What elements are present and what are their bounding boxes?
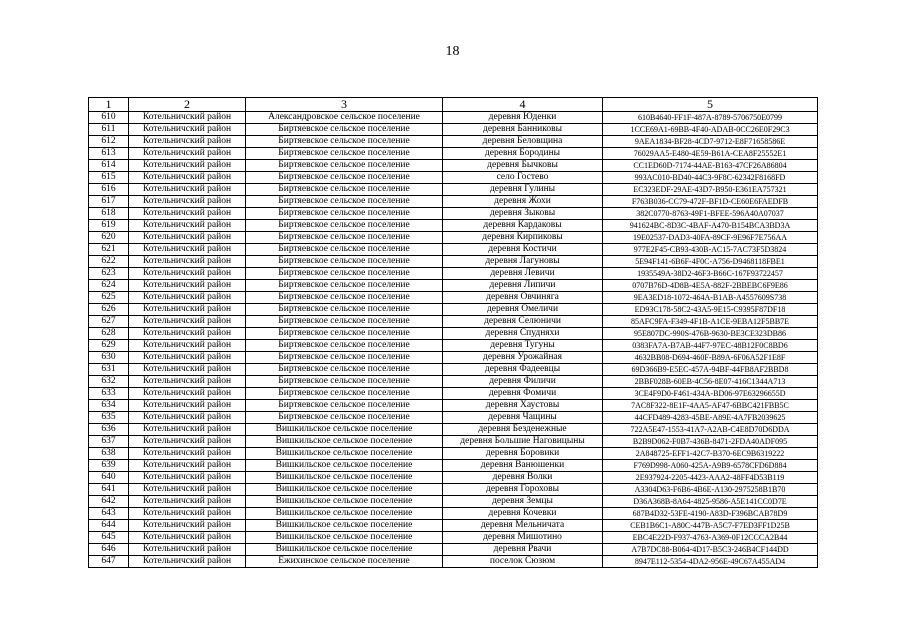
- guid-cell: 2BBF028B-60EB-4C56-8E07-416C1344A713: [603, 376, 818, 388]
- guid-cell: EBC4E22D-F937-4763-A369-0F12CCCA2B44: [603, 532, 818, 544]
- settlement-cell: Александровское сельское поселение: [246, 112, 443, 124]
- row-number-cell: 619: [89, 220, 129, 232]
- settlement-cell: Биртяевское сельское поселение: [246, 328, 443, 340]
- district-cell: Котельничский район: [129, 256, 246, 268]
- table-row: [89, 160, 818, 172]
- table-row: [89, 220, 818, 232]
- row-number-cell: 642: [89, 496, 129, 508]
- guid-cell: 1CCE69A1-69BB-4F40-ADAB-0CC26E0F29C3: [603, 124, 818, 136]
- row-number-cell: 620: [89, 232, 129, 244]
- row-number-cell: 638: [89, 448, 129, 460]
- locality-cell: деревня Омеличи: [443, 304, 603, 316]
- locality-cell: деревня Кочевки: [443, 508, 603, 520]
- district-cell: Котельничский район: [129, 280, 246, 292]
- table-row: [89, 280, 818, 292]
- district-cell: Котельничский район: [129, 484, 246, 496]
- district-cell: Котельничский район: [129, 364, 246, 376]
- locality-cell: деревня Мишотино: [443, 532, 603, 544]
- table-row: [89, 352, 818, 364]
- row-number-cell: 629: [89, 340, 129, 352]
- guid-cell: A3304D63-F6B6-4B6E-A130-2975258B1B70: [603, 484, 818, 496]
- table-row: [89, 124, 818, 136]
- settlement-cell: Биртяевское сельское поселение: [246, 256, 443, 268]
- table-row: [89, 136, 818, 148]
- table-row: [89, 112, 818, 124]
- table-row: [89, 424, 818, 436]
- settlement-cell: Биртяевское сельское поселение: [246, 244, 443, 256]
- row-number-cell: 615: [89, 172, 129, 184]
- row-number-cell: 645: [89, 532, 129, 544]
- table-row: [89, 184, 818, 196]
- locality-cell: деревня Фомичи: [443, 388, 603, 400]
- table-row: [89, 556, 818, 568]
- settlement-cell: Ежихинское сельское поселение: [246, 556, 443, 568]
- guid-cell: 5E94F141-6B6F-4F0C-A756-D9468118FBE1: [603, 256, 818, 268]
- settlement-cell: Вишкильское сельское поселение: [246, 460, 443, 472]
- settlement-registry-table: [88, 97, 818, 568]
- locality-cell: деревня Овчиняга: [443, 292, 603, 304]
- row-number-cell: 632: [89, 376, 129, 388]
- page-number: 18: [445, 44, 460, 59]
- settlement-cell: Биртяевское сельское поселение: [246, 220, 443, 232]
- row-number-cell: 624: [89, 280, 129, 292]
- row-number-cell: 639: [89, 460, 129, 472]
- settlement-cell: Вишкильское сельское поселение: [246, 520, 443, 532]
- table-body: [89, 112, 818, 568]
- table-row: [89, 472, 818, 484]
- locality-cell: деревня Земцы: [443, 496, 603, 508]
- row-number-cell: 622: [89, 256, 129, 268]
- guid-cell: 2A848725-EFF1-42C7-B370-6EC9B6319222: [603, 448, 818, 460]
- row-number-cell: 626: [89, 304, 129, 316]
- table-row: [89, 496, 818, 508]
- settlement-cell: Вишкильское сельское поселение: [246, 472, 443, 484]
- guid-cell: 977E2F45-CB93-430B-AC15-7AC73F5D3824: [603, 244, 818, 256]
- district-cell: Котельничский район: [129, 460, 246, 472]
- guid-cell: A7B7DC88-B064-4D17-B5C3-246B4CF144DD: [603, 544, 818, 556]
- locality-cell: деревня Кардаковы: [443, 220, 603, 232]
- settlement-cell: Вишкильское сельское поселение: [246, 532, 443, 544]
- column-header-1: 1: [89, 98, 129, 112]
- district-cell: Котельничский район: [129, 472, 246, 484]
- settlement-cell: Биртяевское сельское поселение: [246, 136, 443, 148]
- locality-cell: деревня Кирпиковы: [443, 232, 603, 244]
- district-cell: Котельничский район: [129, 556, 246, 568]
- locality-cell: деревня Тугуны: [443, 340, 603, 352]
- row-number-cell: 618: [89, 208, 129, 220]
- guid-cell: 687B4D32-53FE-4190-A83D-F396BCAB78D9: [603, 508, 818, 520]
- row-number-cell: 647: [89, 556, 129, 568]
- locality-cell: деревня Гулины: [443, 184, 603, 196]
- table-row: [89, 508, 818, 520]
- table-row: [89, 304, 818, 316]
- district-cell: Котельничский район: [129, 496, 246, 508]
- row-number-cell: 628: [89, 328, 129, 340]
- district-cell: Котельничский район: [129, 544, 246, 556]
- district-cell: Котельничский район: [129, 220, 246, 232]
- settlement-cell: Биртяевское сельское поселение: [246, 280, 443, 292]
- table-row: [89, 232, 818, 244]
- locality-cell: село Гостево: [443, 172, 603, 184]
- column-header-2: 2: [129, 98, 246, 112]
- guid-cell: 69D366B9-E5EC-457A-94BF-44FB8AF2BBD8: [603, 364, 818, 376]
- guid-cell: 941624BC-8D3C-4BAF-A470-B154BCA3BD3A: [603, 220, 818, 232]
- settlement-cell: Биртяевское сельское поселение: [246, 340, 443, 352]
- settlement-cell: Вишкильское сельское поселение: [246, 544, 443, 556]
- district-cell: Котельничский район: [129, 328, 246, 340]
- locality-cell: деревня Гороховы: [443, 484, 603, 496]
- settlement-cell: Биртяевское сельское поселение: [246, 364, 443, 376]
- row-number-cell: 630: [89, 352, 129, 364]
- district-cell: Котельничский район: [129, 376, 246, 388]
- settlement-cell: Вишкильское сельское поселение: [246, 448, 443, 460]
- settlement-cell: Биртяевское сельское поселение: [246, 292, 443, 304]
- column-header-4: 4: [443, 98, 603, 112]
- table-row: [89, 436, 818, 448]
- locality-cell: деревня Селюничи: [443, 316, 603, 328]
- row-number-cell: 614: [89, 160, 129, 172]
- header-row: [89, 98, 818, 112]
- guid-cell: CEB1B6C1-A80C-447B-A5C7-F7ED3FF1D25B: [603, 520, 818, 532]
- guid-cell: 8947E112-5354-4DA2-956E-49C67A455AD4: [603, 556, 818, 568]
- district-cell: Котельничский район: [129, 136, 246, 148]
- district-cell: Котельничский район: [129, 124, 246, 136]
- locality-cell: деревня Чащины: [443, 412, 603, 424]
- locality-cell: деревня Лагуновы: [443, 256, 603, 268]
- column-header-3: 3: [246, 98, 443, 112]
- locality-cell: деревня Спудняхи: [443, 328, 603, 340]
- settlement-cell: Вишкильское сельское поселение: [246, 484, 443, 496]
- locality-cell: деревня Липичи: [443, 280, 603, 292]
- row-number-cell: 616: [89, 184, 129, 196]
- guid-cell: F769D998-A060-425A-A9B9-6578CFD6D884: [603, 460, 818, 472]
- district-cell: Котельничский район: [129, 148, 246, 160]
- district-cell: Котельничский район: [129, 388, 246, 400]
- locality-cell: деревня Мельничата: [443, 520, 603, 532]
- guid-cell: 1935549A-38D2-46F3-B66C-167F93722457: [603, 268, 818, 280]
- guid-cell: 2E937924-2205-4423-AAA2-48FF4D53B119: [603, 472, 818, 484]
- locality-cell: деревня Волки: [443, 472, 603, 484]
- table-row: [89, 208, 818, 220]
- district-cell: Котельничский район: [129, 268, 246, 280]
- row-number-cell: 634: [89, 400, 129, 412]
- settlement-cell: Биртяевское сельское поселение: [246, 376, 443, 388]
- row-number-cell: 637: [89, 436, 129, 448]
- row-number-cell: 610: [89, 112, 129, 124]
- locality-cell: поселок Сюзюм: [443, 556, 603, 568]
- row-number-cell: 612: [89, 136, 129, 148]
- guid-cell: 9EA3ED18-1072-464A-B1AB-A4557609S738: [603, 292, 818, 304]
- locality-cell: деревня Фадеевцы: [443, 364, 603, 376]
- settlement-cell: Вишкильское сельское поселение: [246, 496, 443, 508]
- row-number-cell: 633: [89, 388, 129, 400]
- table-row: [89, 532, 818, 544]
- district-cell: Котельничский район: [129, 400, 246, 412]
- table-row: [89, 148, 818, 160]
- settlement-cell: Вишкильское сельское поселение: [246, 508, 443, 520]
- row-number-cell: 627: [89, 316, 129, 328]
- settlement-cell: Биртяевское сельское поселение: [246, 352, 443, 364]
- settlement-cell: Вишкильское сельское поселение: [246, 436, 443, 448]
- settlement-cell: Биртяевское сельское поселение: [246, 184, 443, 196]
- settlement-cell: Биртяевское сельское поселение: [246, 412, 443, 424]
- locality-cell: деревня Банниковы: [443, 124, 603, 136]
- table-row: [89, 292, 818, 304]
- district-cell: Котельничский район: [129, 304, 246, 316]
- row-number-cell: 617: [89, 196, 129, 208]
- locality-cell: деревня Рвачи: [443, 544, 603, 556]
- district-cell: Котельничский район: [129, 232, 246, 244]
- guid-cell: 76029AA5-E480-4E59-B61A-CEA8F25552E1: [603, 148, 818, 160]
- row-number-cell: 621: [89, 244, 129, 256]
- guid-cell: EC323EDF-29AE-43D7-B950-E361EA757321: [603, 184, 818, 196]
- locality-cell: деревня Урожайная: [443, 352, 603, 364]
- table-row: [89, 244, 818, 256]
- settlement-cell: Биртяевское сельское поселение: [246, 232, 443, 244]
- guid-cell: 44CFD489-4283-45BE-A89E-4A7FB2039625: [603, 412, 818, 424]
- row-number-cell: 631: [89, 364, 129, 376]
- district-cell: Котельничский район: [129, 172, 246, 184]
- table-row: [89, 172, 818, 184]
- guid-cell: F763B036-CC79-472F-BF1D-CE60E6FAEDFB: [603, 196, 818, 208]
- table-row: [89, 412, 818, 424]
- district-cell: Котельничский район: [129, 292, 246, 304]
- table-row: [89, 400, 818, 412]
- locality-cell: деревня Бородины: [443, 148, 603, 160]
- settlement-cell: Биртяевское сельское поселение: [246, 124, 443, 136]
- guid-cell: 4632BB08-D694-460F-B89A-6F06A52F1E8F: [603, 352, 818, 364]
- locality-cell: деревня Зыковы: [443, 208, 603, 220]
- table-row: [89, 388, 818, 400]
- table-row: [89, 520, 818, 532]
- row-number-cell: 623: [89, 268, 129, 280]
- district-cell: Котельничский район: [129, 436, 246, 448]
- locality-cell: деревня Безденежные: [443, 424, 603, 436]
- settlement-cell: Биртяевское сельское поселение: [246, 148, 443, 160]
- guid-cell: ED93C178-58C2-43A5-9E15-C9395F87DF18: [603, 304, 818, 316]
- settlement-cell: Биртяевское сельское поселение: [246, 304, 443, 316]
- district-cell: Котельничский район: [129, 532, 246, 544]
- row-number-cell: 646: [89, 544, 129, 556]
- table-row: [89, 376, 818, 388]
- table-row: [89, 196, 818, 208]
- table-row: [89, 484, 818, 496]
- guid-cell: 722A5E47-1553-41A7-A2AB-C4E8D70D6DDA: [603, 424, 818, 436]
- row-number-cell: 611: [89, 124, 129, 136]
- district-cell: Котельничский район: [129, 316, 246, 328]
- guid-cell: 3CE4F9D0-F461-434A-BD06-97E63296655D: [603, 388, 818, 400]
- locality-cell: деревня Боровики: [443, 448, 603, 460]
- guid-cell: 95E807DC-990S-476B-9630-BE3CE323DB86: [603, 328, 818, 340]
- row-number-cell: 613: [89, 148, 129, 160]
- row-number-cell: 640: [89, 472, 129, 484]
- district-cell: Котельничский район: [129, 184, 246, 196]
- district-cell: Котельничский район: [129, 448, 246, 460]
- settlement-cell: Биртяевское сельское поселение: [246, 196, 443, 208]
- guid-cell: CC1ED60D-7174-44AE-B163-47CF26A86804: [603, 160, 818, 172]
- district-cell: Котельничский район: [129, 196, 246, 208]
- district-cell: Котельничский район: [129, 340, 246, 352]
- guid-cell: 993AC010-BD40-44C3-9F8C-62342F8168FD: [603, 172, 818, 184]
- guid-cell: 19E02537-DAD3-40FA-89CF-9E96F7E756AA: [603, 232, 818, 244]
- table-row: [89, 316, 818, 328]
- guid-cell: D36A368B-8A64-4825-9586-A5E141CC0D7E: [603, 496, 818, 508]
- row-number-cell: 636: [89, 424, 129, 436]
- guid-cell: 7AC8F322-8E1F-4AA5-AF47-6BBC421FBB5C: [603, 400, 818, 412]
- locality-cell: деревня Жохи: [443, 196, 603, 208]
- guid-cell: 610B4640-FF1F-487A-8789-5706750E0799: [603, 112, 818, 124]
- locality-cell: деревня Ванюшенки: [443, 460, 603, 472]
- table-row: [89, 328, 818, 340]
- table-row: [89, 256, 818, 268]
- settlement-cell: Биртяевское сельское поселение: [246, 400, 443, 412]
- district-cell: Котельничский район: [129, 520, 246, 532]
- table-row: [89, 544, 818, 556]
- column-header-5: 5: [603, 98, 818, 112]
- settlement-cell: Биртяевское сельское поселение: [246, 172, 443, 184]
- locality-cell: деревня Хаустовы: [443, 400, 603, 412]
- guid-cell: 0383FA7A-B7AB-44F7-97EC-48B12F0C8BD6: [603, 340, 818, 352]
- locality-cell: деревня Бычковы: [443, 160, 603, 172]
- guid-cell: 85AFC9FA-F349-4F1B-A1CE-9EBA12F5BB7E: [603, 316, 818, 328]
- settlement-cell: Вишкильское сельское поселение: [246, 424, 443, 436]
- locality-cell: деревня Левичи: [443, 268, 603, 280]
- district-cell: Котельничский район: [129, 244, 246, 256]
- district-cell: Котельничский район: [129, 112, 246, 124]
- settlement-cell: Биртяевское сельское поселение: [246, 268, 443, 280]
- table-row: [89, 340, 818, 352]
- settlement-cell: Биртяевское сельское поселение: [246, 316, 443, 328]
- row-number-cell: 625: [89, 292, 129, 304]
- locality-cell: деревня Большие Наговицыны: [443, 436, 603, 448]
- table-row: [89, 268, 818, 280]
- district-cell: Котельничский район: [129, 424, 246, 436]
- row-number-cell: 643: [89, 508, 129, 520]
- district-cell: Котельничский район: [129, 508, 246, 520]
- locality-cell: деревня Юденки: [443, 112, 603, 124]
- district-cell: Котельничский район: [129, 352, 246, 364]
- row-number-cell: 635: [89, 412, 129, 424]
- guid-cell: 0707B76D-4D8B-4E5A-882F-2BBEBC6F9E86: [603, 280, 818, 292]
- district-cell: Котельничский район: [129, 160, 246, 172]
- guid-cell: 9AEA1834-BF28-4CD7-9712-E8F71658586E: [603, 136, 818, 148]
- table-row: [89, 448, 818, 460]
- row-number-cell: 641: [89, 484, 129, 496]
- settlement-cell: Биртяевское сельское поселение: [246, 208, 443, 220]
- table-row: [89, 460, 818, 472]
- district-cell: Котельничский район: [129, 208, 246, 220]
- locality-cell: деревня Филичи: [443, 376, 603, 388]
- locality-cell: деревня Беловщина: [443, 136, 603, 148]
- locality-cell: деревня Костичи: [443, 244, 603, 256]
- settlement-cell: Биртяевское сельское поселение: [246, 160, 443, 172]
- guid-cell: B2B9D062-F0B7-436B-8471-2FDA40ADF095: [603, 436, 818, 448]
- table-row: [89, 364, 818, 376]
- settlement-cell: Биртяевское сельское поселение: [246, 388, 443, 400]
- district-cell: Котельничский район: [129, 412, 246, 424]
- guid-cell: 382C0770-8763-49F1-BFEE-596A40A07037: [603, 208, 818, 220]
- row-number-cell: 644: [89, 520, 129, 532]
